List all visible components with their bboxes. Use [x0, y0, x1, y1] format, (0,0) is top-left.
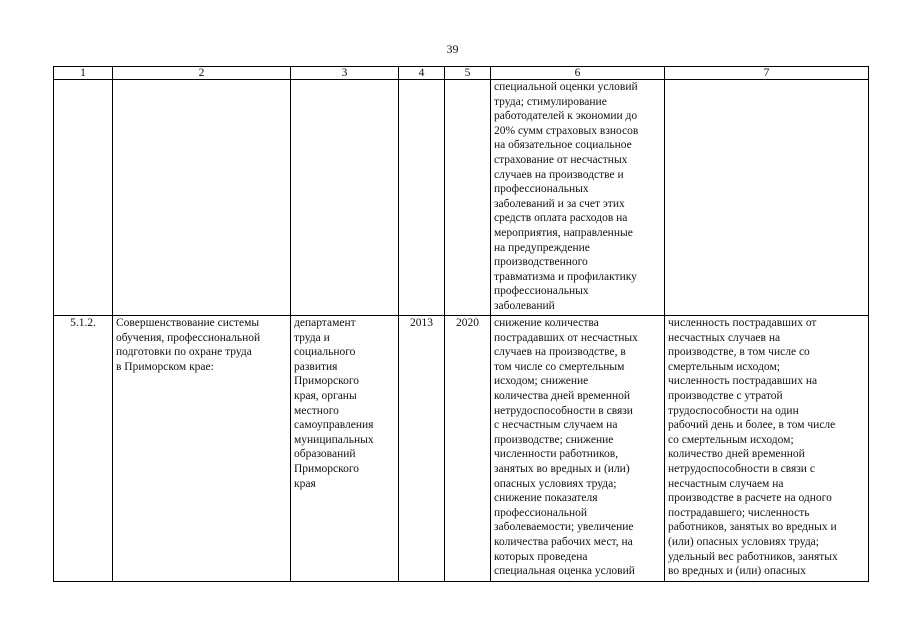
column-header: 3 — [291, 67, 399, 80]
start-year-cell: 2013 — [399, 316, 445, 582]
end-year-cell: 2020 — [445, 316, 491, 582]
start-year-cell — [399, 80, 445, 316]
program-table — [53, 66, 869, 582]
column-header: 5 — [445, 67, 491, 80]
table-row — [54, 316, 869, 582]
column-header: 4 — [399, 67, 445, 80]
indicators-cell — [665, 80, 869, 316]
executor-cell — [291, 80, 399, 316]
executor-cell: департамент труда и социального развития Приморского края, органы местного самоуправления муниципальных образований Приморского края — [291, 316, 399, 582]
indicators-cell: численность пострадавших от несчастных случаев на производстве, в том числе со смертельным исходом; численность пострадавших на производстве с утратой трудоспособности на один рабочий день и более, в том числе со смертельным исходом; количество дней временной нетрудоспособности в связи с несчастным случаем на производстве в расчете на одного пострадавшего; численность работников, занятых во вредных и (или) опасных условиях труда; удельный вес работников, занятых во вредных и (или) опасных — [665, 316, 869, 582]
row-number-cell: 5.1.2. — [54, 316, 113, 582]
measure-name-cell: Совершенствование системы обучения, профессиональной подготовки по охране труда в Приморском крае: — [113, 316, 291, 582]
page-number: 39 — [446, 42, 459, 56]
column-header: 7 — [665, 67, 869, 80]
row-number-cell — [54, 80, 113, 316]
expected-result-cell: снижение количества пострадавших от несчастных случаев на производстве, в том числе со смертельным исходом; снижение количества дней временной нетрудоспособности в связи с несчастным случаем на производстве; снижение численности работников, занятых во вредных и (или) опасных условиях труда; снижение показателя профессиональной заболеваемости; увеличение количества рабочих мест, на которых проведена специальная оценка условий — [491, 316, 665, 582]
table-row — [54, 80, 869, 316]
measure-name-cell — [113, 80, 291, 316]
table-header-row — [54, 67, 869, 80]
column-header: 1 — [54, 67, 113, 80]
column-header: 2 — [113, 67, 291, 80]
column-header: 6 — [491, 67, 665, 80]
end-year-cell — [445, 80, 491, 316]
expected-result-cell: специальной оценки условий труда; стимулирование работодателей к экономии до 20% сумм страховых взносов на обязательное социальное страхование от несчастных случаев на производстве и профессиональных заболеваний и за счет этих средств оплата расходов на мероприятия, направленные на предупреждение производственного травматизма и профилактику профессиональных заболеваний — [491, 80, 665, 316]
